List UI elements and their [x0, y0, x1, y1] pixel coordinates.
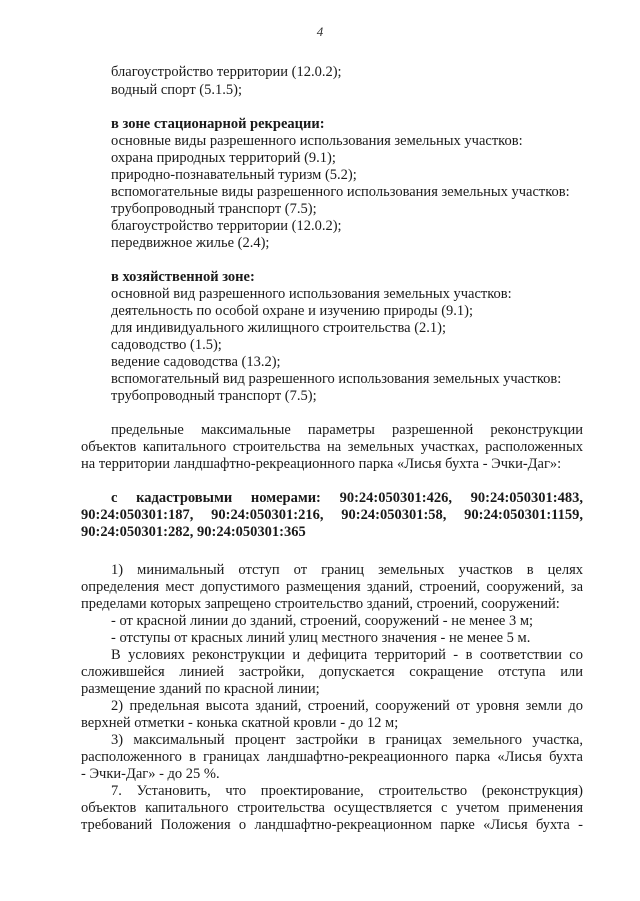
text-line: основной вид разрешенного использования земельных участков: — [111, 286, 512, 302]
text-line: 7. Установить, что проектирование, строительство (реконструкция) — [111, 783, 583, 799]
cadastral-numbers: 90:24:050301:282, 90:24:050301:365 — [81, 524, 306, 540]
text-line: 2) предельная высота зданий, строений, сооружений от уровня земли до — [111, 698, 583, 714]
text-line: 1) минимальный отступ от границ земельных участков в целях — [111, 562, 583, 578]
text-line: объектов капитального строительства осуществляется с учетом применения — [81, 800, 583, 816]
text-line: благоустройство территории (12.0.2); — [111, 64, 342, 80]
text-line: природно-познавательный туризм (5.2); — [111, 167, 357, 183]
text-line: трубопроводный транспорт (7.5); — [111, 388, 317, 404]
text-line: верхней отметки - конька скатной кровли - до 12 м; — [81, 715, 399, 731]
text-line: размещение зданий по красной линии; — [81, 681, 320, 697]
section-heading: в зоне стационарной рекреации: — [111, 116, 325, 132]
text-line: передвижное жилье (2.4); — [111, 235, 270, 251]
text-line: на территории ландшафтно-рекреационного парка «Лисья бухта - Эчки-Даг»: — [81, 456, 562, 472]
text-line: ведение садоводства (13.2); — [111, 354, 281, 370]
text-line: требований Положения о ландшафтно-рекреационном парке «Лисья бухта - — [81, 817, 583, 833]
text-line: вспомогательные виды разрешенного использования земельных участков: — [111, 184, 570, 200]
section-heading: в хозяйственной зоне: — [111, 269, 255, 285]
cadastral-numbers: 90:24:050301:187, 90:24:050301:216, 90:24:050301:58, 90:24:050301:1159, — [81, 507, 583, 523]
text-line: благоустройство территории (12.0.2); — [111, 218, 342, 234]
text-line: для индивидуального жилищного строительства (2.1); — [111, 320, 447, 336]
text-line: - от красной линии до зданий, строений, сооружений - не менее 3 м; — [111, 613, 534, 629]
text-line: деятельность по особой охране и изучению природы (9.1); — [111, 303, 474, 319]
text-line: сложившейся линией застройки, допускается сокращение отступа или — [81, 664, 583, 680]
text-line: - отступы от красных линий улиц местного значения - не менее 5 м. — [111, 630, 531, 646]
text-line: предельные максимальные параметры разрешенной реконструкции — [111, 422, 583, 438]
text-line: основные виды разрешенного использования земельных участков: — [111, 133, 523, 149]
page-number: 4 — [316, 24, 324, 39]
text-line: вспомогательный вид разрешенного использования земельных участков: — [111, 371, 562, 387]
text-line: водный спорт (5.1.5); — [111, 82, 242, 98]
text-line: - Эчки-Даг» - до 25 %. — [81, 766, 220, 782]
text-line: 3) максимальный процент застройки в границах земельного участка, — [111, 732, 583, 748]
text-line: пределами которых запрещено строительство зданий, строений, сооружений: — [81, 596, 560, 612]
text-line: объектов капитального строительства на земельных участках, расположенных — [81, 439, 583, 455]
text-line: охрана природных территорий (9.1); — [111, 150, 336, 166]
text-line: расположенного в границах ландшафтно-рекреационного парка «Лисья бухта — [81, 749, 583, 765]
text-line: определения мест допустимого размещения зданий, строений, сооружений, за — [81, 579, 583, 595]
cadastral-heading: с кадастровыми номерами: 90:24:050301:426, 90:24:050301:483, — [111, 490, 583, 506]
text-line: трубопроводный транспорт (7.5); — [111, 201, 317, 217]
text-line: садоводство (1.5); — [111, 337, 222, 353]
text-line: В условиях реконструкции и дефицита территорий - в соответствии со — [111, 647, 583, 663]
